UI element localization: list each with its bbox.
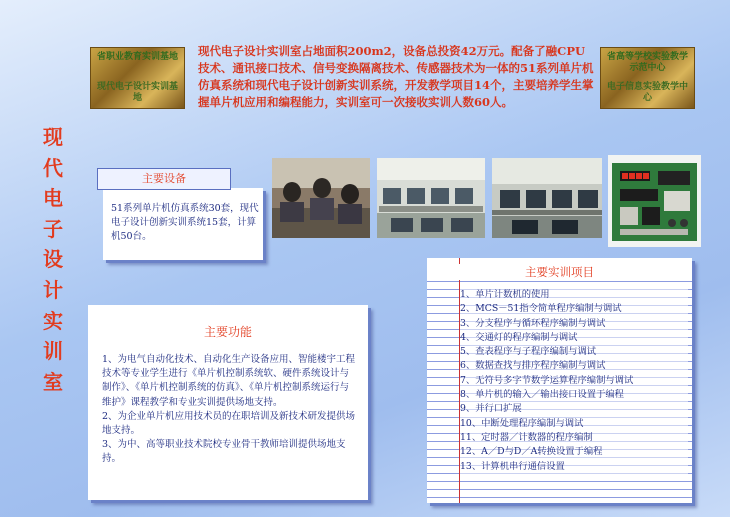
projects-list xyxy=(460,288,688,474)
projects-card xyxy=(427,258,692,503)
intro-text: 现代电子设计实训室占地面积200m2，设备总投资42万元。配备了融CPU技术、通讯接口技术、信号变换隔离技术、传感器技术为一体的51系列单片机仿真系统和现代电子设计创新实训系统，开发教学项目14个，主要培养学生掌握单片机应用和编程能力，实训室可一次接收实训人数60人。 xyxy=(198,44,594,109)
side-title-char: 室 xyxy=(43,369,63,394)
project-item: 10、中断处理程序编制与调试 xyxy=(460,417,688,431)
side-title-char: 计 xyxy=(43,277,63,302)
equipment-title: 主要设备 xyxy=(97,168,231,190)
functions-card xyxy=(88,305,368,500)
photo-computer-room-2 xyxy=(492,158,602,238)
project-item: 6、数据查找与排序程序编制与调试 xyxy=(460,359,688,373)
projects-title: 主要实训项目 xyxy=(427,264,692,280)
project-item: 5、查表程序与子程序编制与调试 xyxy=(460,345,688,359)
side-title-char: 训 xyxy=(43,339,63,364)
side-title-char: 实 xyxy=(43,308,63,333)
project-item: 13、计算机串行通信设置 xyxy=(460,460,688,474)
functions-body xyxy=(102,353,357,467)
project-item: 9、并行口扩展 xyxy=(460,402,688,416)
photo-computer-room-1 xyxy=(377,158,485,238)
functions-title: 主要功能 xyxy=(203,325,252,339)
project-item: 2、MCS－51指令简单程序编制与调试 xyxy=(460,302,688,316)
project-item: 12、A／D与D／A转换设置于编程 xyxy=(460,445,688,459)
side-title-char: 代 xyxy=(43,155,63,180)
equipment-card xyxy=(103,188,263,260)
right-plaque-bottom-text: 电子信息实验教学中心 xyxy=(606,82,688,103)
photo-circuit-board xyxy=(608,155,701,247)
project-item: 11、定时器／计数器的程序编制 xyxy=(460,431,688,445)
side-title-char: 设 xyxy=(43,247,63,272)
left-plaque xyxy=(90,47,185,109)
side-title xyxy=(38,122,68,397)
photo-students-lab xyxy=(272,158,370,238)
project-item: 7、无符号多字节数学运算程序编制与调试 xyxy=(460,374,688,388)
project-item: 3、分支程序与循环程序编制与调试 xyxy=(460,317,688,331)
side-title-char: 子 xyxy=(43,216,63,241)
side-title-char: 电 xyxy=(43,186,63,211)
left-plaque-bottom-text: 现代电子设计实训基地 xyxy=(96,82,178,103)
right-plaque-top-text: 省高等学校实验教学示范中心 xyxy=(606,52,688,73)
project-item: 4、交通灯的程序编制与调试 xyxy=(460,331,688,345)
function-paragraph: 3、为中、高等职业技术院校专业骨干教师培训提供场地支持。 xyxy=(102,439,346,465)
side-title-char: 现 xyxy=(43,125,63,149)
left-plaque-top-text: 省职业教育实训基地 xyxy=(96,52,178,62)
project-item: 8、单片机的输入／输出接口设置于编程 xyxy=(460,388,688,402)
function-paragraph: 1、为电气自动化技术、自动化生产设备应用、智能楼宇工程技术等专业学生进行《单片机控制系统软、硬件系统设计与制作》、《单片机控制系统的仿真》、《单片机控制系统运行与维护》课程教学和专业实训提供场地支持。 xyxy=(102,354,356,408)
function-paragraph: 2、为企业单片机应用技术员的在职培训及新技术研发提供场地支持。 xyxy=(102,410,356,437)
right-plaque xyxy=(600,47,695,109)
equipment-text: 51系列单片机仿真系统30套，现代电子设计创新实训系统15套，计算机50台。 xyxy=(111,203,259,242)
project-item: 1、单片计数机的使用 xyxy=(460,288,688,302)
